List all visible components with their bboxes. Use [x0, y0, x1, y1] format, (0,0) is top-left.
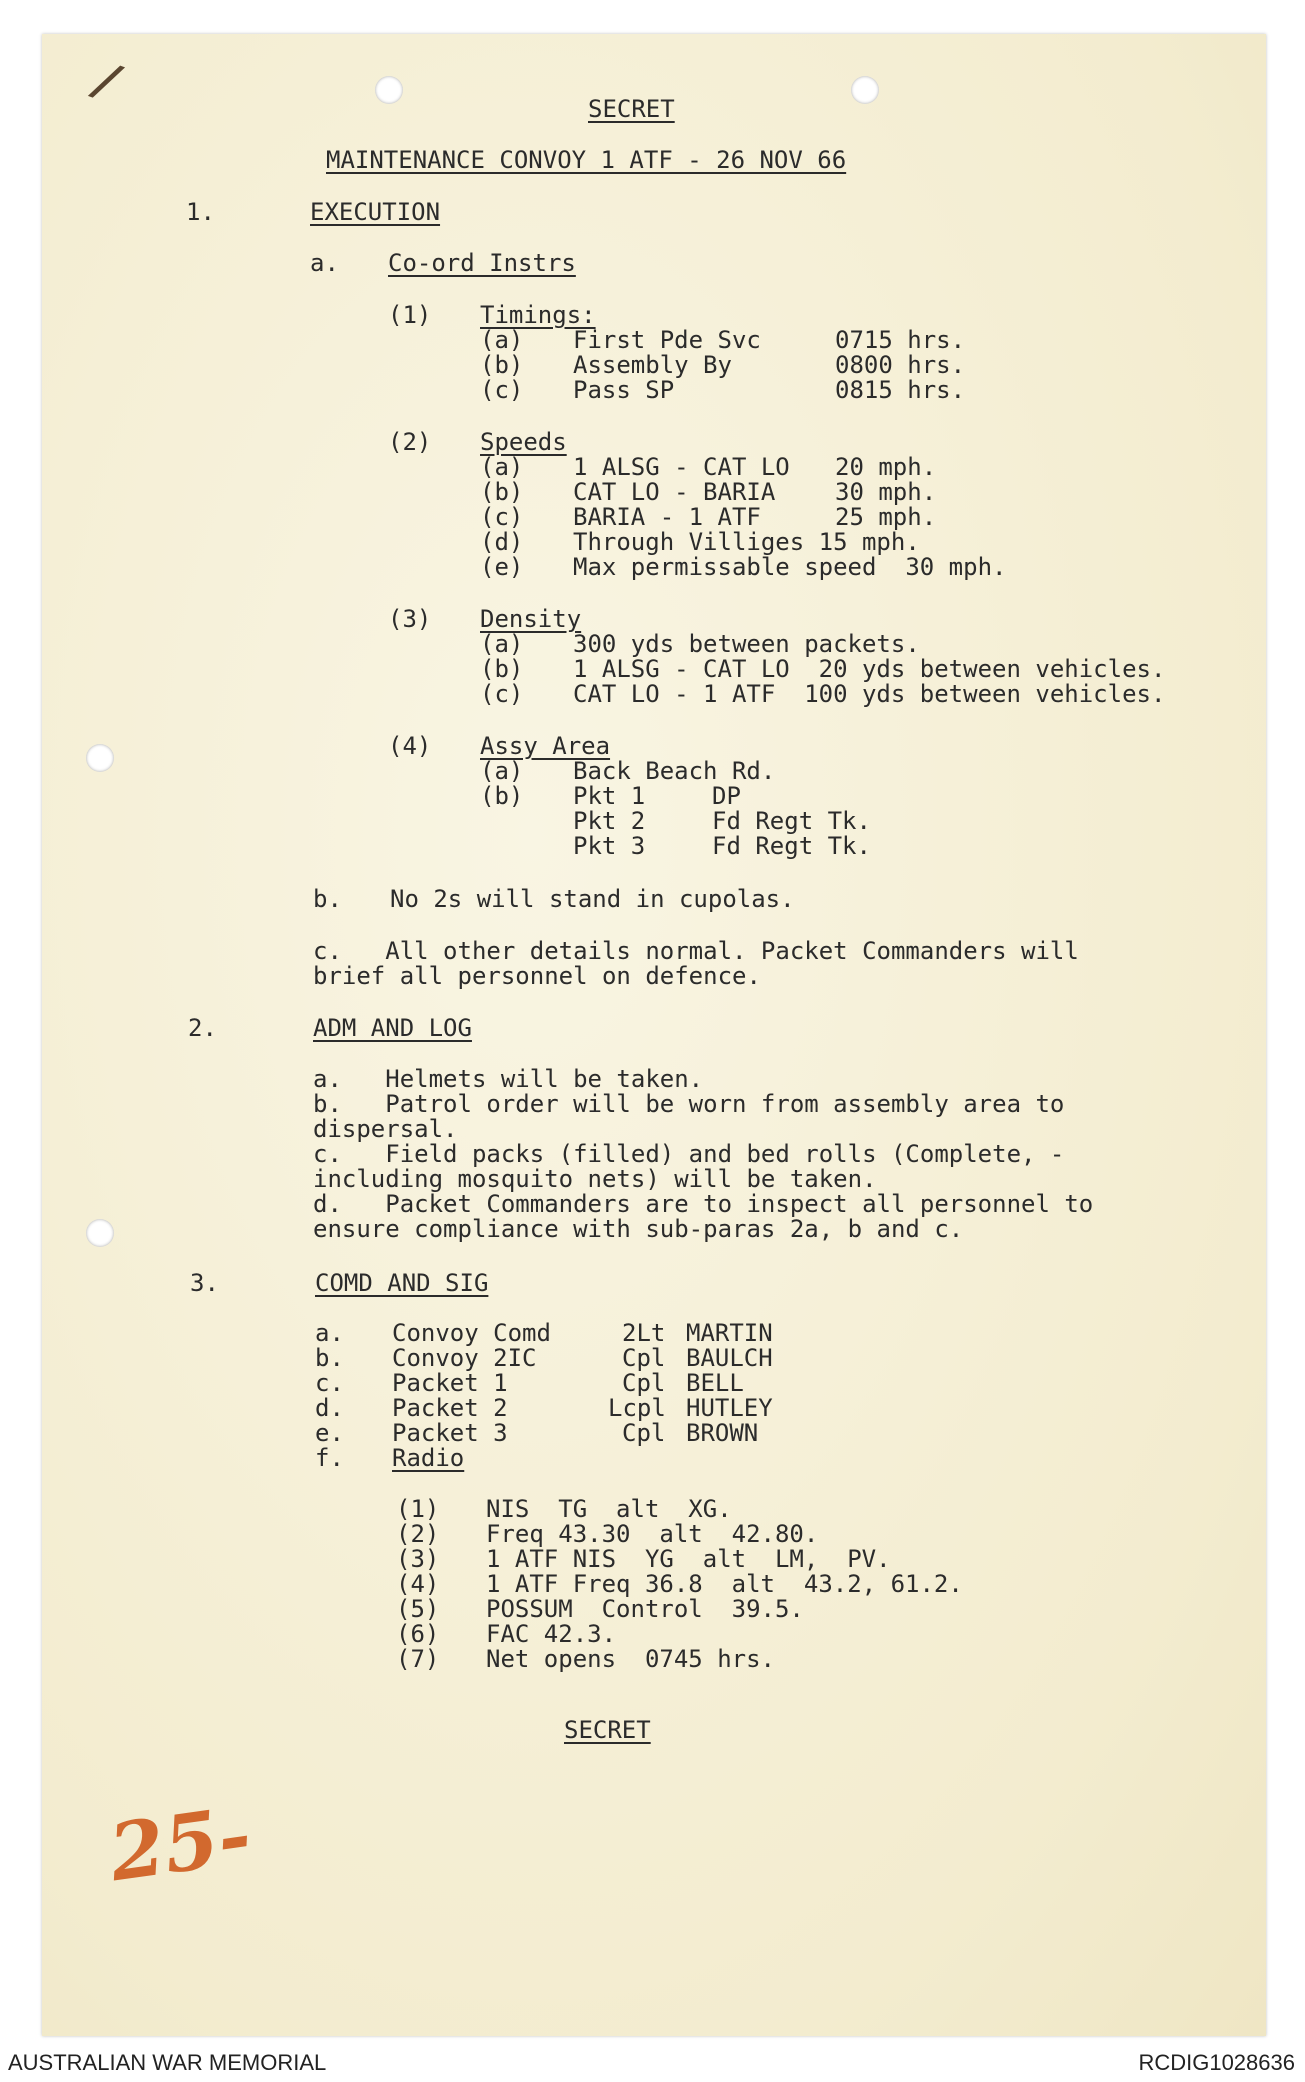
section-number: 2.	[188, 1014, 217, 1042]
list-text: BARIA - 1 ATF	[573, 503, 761, 531]
list-key: f.	[315, 1444, 344, 1472]
radio-detail: FAC 42.3.	[486, 1620, 617, 1648]
item-number: (4)	[388, 732, 432, 760]
section-heading: EXECUTION	[310, 198, 441, 226]
list-value: 0800 hrs.	[835, 351, 966, 379]
list-text: CAT LO - BARIA	[573, 478, 776, 506]
item-number: (3)	[388, 605, 432, 633]
person-name: BROWN	[686, 1419, 759, 1447]
list-key: (4)	[396, 1570, 440, 1598]
section-number: 3.	[190, 1269, 219, 1297]
document-title: MAINTENANCE CONVOY 1 ATF - 26 NOV 66	[326, 146, 847, 174]
para-letter: b.	[313, 885, 342, 913]
list-text: Back Beach Rd.	[573, 757, 776, 785]
paragraph: c. All other details normal. Packet Commanders will	[313, 937, 1079, 965]
list-key: d.	[315, 1394, 344, 1422]
list-key: (c)	[480, 376, 524, 404]
list-key: (b)	[480, 655, 524, 683]
list-text: 300 yds between packets.	[573, 630, 920, 658]
punch-hole	[86, 744, 114, 772]
list-value: Fd Regt Tk.	[712, 807, 871, 835]
person-name: BAULCH	[686, 1344, 773, 1372]
paragraph: a. Helmets will be taken.	[313, 1065, 704, 1093]
list-key: (e)	[480, 553, 524, 581]
list-text: 1 ALSG - CAT LO	[573, 453, 790, 481]
list-key: (7)	[396, 1645, 440, 1673]
list-key: (c)	[480, 680, 524, 708]
list-key: (a)	[480, 326, 524, 354]
section-heading: ADM AND LOG	[313, 1014, 472, 1042]
radio-detail: POSSUM Control 39.5.	[486, 1595, 804, 1623]
punch-hole	[851, 76, 879, 104]
list-text: First Pde Svc	[573, 326, 761, 354]
list-value: 20 mph.	[835, 453, 937, 481]
list-key: (c)	[480, 503, 524, 531]
item-title: Radio	[392, 1444, 465, 1472]
list-value: Fd Regt Tk.	[712, 832, 871, 860]
person-name: BELL	[686, 1369, 744, 1397]
radio-detail: Freq 43.30 alt 42.80.	[486, 1520, 819, 1548]
list-text: 1 ALSG - CAT LO 20 yds between vehicles.	[573, 655, 1166, 683]
list-value: 0815 hrs.	[835, 376, 966, 404]
list-key: a.	[315, 1319, 344, 1347]
list-key: (a)	[480, 453, 524, 481]
list-key: (a)	[480, 757, 524, 785]
list-key: (d)	[480, 528, 524, 556]
rank: Lcpl	[608, 1394, 666, 1422]
item-title: Speeds	[480, 428, 567, 456]
list-value: DP	[712, 782, 741, 810]
archive-id: RCDIG1028636	[1138, 2050, 1295, 2075]
subheading: Co-ord Instrs	[388, 249, 576, 277]
list-value: 0715 hrs.	[835, 326, 966, 354]
punch-hole	[86, 1219, 114, 1247]
list-key: (b)	[480, 478, 524, 506]
rank: 2Lt	[622, 1319, 666, 1347]
list-text: Pkt 1	[573, 782, 646, 810]
list-key: (6)	[396, 1620, 440, 1648]
list-text: Max permissable speed 30 mph.	[573, 553, 1007, 581]
section-number: 1.	[186, 198, 215, 226]
paragraph: No 2s will stand in cupolas.	[390, 885, 795, 913]
list-value: 25 mph.	[835, 503, 937, 531]
paragraph: including mosquito nets) will be taken.	[313, 1165, 877, 1193]
pen-mark: /	[88, 51, 125, 111]
item-number: (2)	[388, 428, 432, 456]
list-key: (5)	[396, 1595, 440, 1623]
list-text: Pass SP	[573, 376, 675, 404]
list-text: Assembly By	[573, 351, 732, 379]
item-number: (1)	[388, 301, 432, 329]
list-key: (a)	[480, 630, 524, 658]
item-title: Timings:	[480, 301, 596, 329]
radio-detail: NIS TG alt XG.	[486, 1495, 732, 1523]
paragraph: b. Patrol order will be worn from assembly area to	[313, 1090, 1065, 1118]
person-name: HUTLEY	[686, 1394, 773, 1422]
role: Convoy 2IC	[392, 1344, 537, 1372]
paragraph: ensure compliance with sub-paras 2a, b and c.	[313, 1215, 964, 1243]
punch-hole	[375, 76, 403, 104]
rank: Cpl	[622, 1419, 666, 1447]
role: Packet 2	[392, 1394, 508, 1422]
person-name: MARTIN	[686, 1319, 773, 1347]
list-key: b.	[315, 1344, 344, 1372]
rank: Cpl	[622, 1344, 666, 1372]
classification-bottom: SECRET	[564, 1716, 651, 1744]
radio-detail: 1 ATF NIS YG alt LM, PV.	[486, 1545, 891, 1573]
list-key: (3)	[396, 1545, 440, 1573]
paragraph: brief all personnel on defence.	[313, 962, 761, 990]
rank: Cpl	[622, 1369, 666, 1397]
list-key: e.	[315, 1419, 344, 1447]
section-heading: COMD AND SIG	[315, 1269, 489, 1297]
archive-credit: AUSTRALIAN WAR MEMORIAL	[8, 2050, 327, 2075]
radio-detail: Net opens 0745 hrs.	[486, 1645, 775, 1673]
role: Convoy Comd	[392, 1319, 551, 1347]
paragraph: dispersal.	[313, 1115, 458, 1143]
list-key: c.	[315, 1369, 344, 1397]
list-text: Pkt 3	[573, 832, 646, 860]
item-title: Density	[480, 605, 582, 633]
list-key: (b)	[480, 351, 524, 379]
list-text: Pkt 2	[573, 807, 646, 835]
item-title: Assy Area	[480, 732, 611, 760]
list-key: (b)	[480, 782, 524, 810]
radio-detail: 1 ATF Freq 36.8 alt 43.2, 61.2.	[486, 1570, 963, 1598]
list-text: Through Villiges 15 mph.	[573, 528, 920, 556]
paragraph: d. Packet Commanders are to inspect all personnel to	[313, 1190, 1094, 1218]
role: Packet 3	[392, 1419, 508, 1447]
list-key: (1)	[396, 1495, 440, 1523]
role: Packet 1	[392, 1369, 508, 1397]
list-key: (2)	[396, 1520, 440, 1548]
list-value: 30 mph.	[835, 478, 937, 506]
handwritten-page-number: 25-	[104, 1789, 257, 1900]
paragraph: c. Field packs (filled) and bed rolls (Complete, -	[313, 1140, 1065, 1168]
para-letter: a.	[310, 249, 339, 277]
classification-top: SECRET	[588, 95, 675, 123]
list-text: CAT LO - 1 ATF 100 yds between vehicles.	[573, 680, 1166, 708]
